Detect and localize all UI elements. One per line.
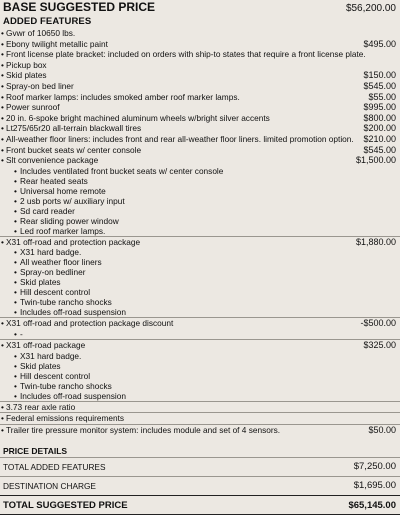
feature-price: $150.00 [363,70,396,81]
bullet-icon: • [1,339,4,350]
feature-item [0,92,400,103]
feature-price: $800.00 [363,112,396,123]
feature-subitem-text: Rear heated seats [20,175,88,186]
bullet-icon: • [1,102,4,113]
feature-subitem [6,247,396,257]
feature-text: Front license plate bracket: included on orders with ship-to states that require a front license plate. [6,49,366,60]
bullet-icon: • [14,307,17,318]
bullet-icon: • [14,225,17,236]
feature-item [0,81,400,92]
feature-item [0,145,400,156]
feature-text: Front bucket seats w/ center console [6,144,142,155]
bullet-icon: • [14,247,17,258]
feature-subitem [6,257,396,267]
total-value: $65,145.00 [348,499,396,511]
feature-text: X31 off-road and protection package discount [6,318,174,329]
feature-item [0,49,400,60]
feature-item [0,113,400,124]
feature-text: 20 in. 6-spoke bright machined aluminum wheels w/bright silver accents [6,112,270,123]
feature-text: Federal emissions requirements [6,413,125,424]
feature-subitem-text: Twin-tube rancho shocks [20,297,112,308]
feature-item [0,134,400,145]
feature-subitem-text: Includes off-road suspension [20,307,126,318]
feature-subitem [6,267,396,277]
bullet-icon: • [1,112,4,123]
feature-subitem [6,329,396,339]
feature-subitem-text: Universal home remote [20,185,106,196]
feature-subitem-text: Skid plates [20,277,61,288]
feature-item [0,123,400,134]
feature-price: $545.00 [363,144,396,155]
feature-text: X31 off-road package [6,339,86,350]
base-price-row [0,0,400,14]
total-label: TOTAL SUGGESTED PRICE [3,499,128,511]
bullet-icon: • [14,215,17,226]
price-detail-row [0,457,400,476]
bullet-icon: • [1,123,4,134]
bullet-icon: • [14,185,17,196]
feature-subitem-text: 2 usb ports w/ auxiliary input [20,195,125,206]
bullet-icon: • [14,277,17,288]
bullet-icon: • [1,401,4,412]
feature-subitem [6,226,396,236]
bullet-icon: • [14,257,17,268]
feature-text: 3.73 rear axle ratio [6,401,76,412]
price-detail-value: $7,250.00 [353,461,396,473]
feature-item [0,317,400,339]
bullet-icon: • [14,165,17,176]
feature-subitem-text: - [20,328,23,339]
bullet-icon: • [1,49,4,60]
bullet-icon: • [1,144,4,155]
bullet-icon: • [1,236,4,247]
feature-subitem-text: Spray-on bedliner [20,267,86,278]
feature-text: Slt convenience package [6,155,99,166]
feature-price: $545.00 [363,80,396,91]
bullet-icon: • [1,318,4,329]
feature-subitem-text: All weather floor liners [20,257,102,268]
feature-price: $200.00 [363,123,396,134]
added-features-header: ADDED FEATURES [3,16,92,27]
feature-subitem [6,371,396,381]
price-detail-label: TOTAL ADDED FEATURES [3,462,106,473]
price-detail-row [0,476,400,495]
feature-text: Gvwr of 10650 lbs. [6,28,76,38]
feature-item [0,401,400,413]
total-suggested-price-row [0,495,400,515]
feature-subitem [6,216,396,226]
price-detail-label: DESTINATION CHARGE [3,481,96,492]
bullet-icon: • [1,133,4,144]
feature-subitem-text: X31 hard badge. [20,247,82,258]
feature-price: $325.00 [363,339,396,350]
bullet-icon: • [14,328,17,339]
feature-subitem-text: X31 hard badge. [20,350,82,361]
feature-subitem-text: Skid plates [20,360,61,371]
features-list [0,28,400,435]
feature-item [0,102,400,113]
bullet-icon: • [14,297,17,308]
bullet-icon: • [1,28,4,38]
feature-sublist [6,166,396,236]
bullet-icon: • [1,80,4,91]
base-price-amount: $56,200.00 [345,3,396,14]
feature-item [0,28,400,39]
feature-text: All-weather floor liners: includes front and rear all-weather floor liners. limited promotion option. [6,133,354,144]
feature-subitem [6,381,396,391]
feature-text: Trailer tire pressure monitor system: includes module and set of 4 sensors. [6,424,281,435]
feature-price: $1,880.00 [355,236,396,247]
feature-subitem [6,196,396,206]
bullet-icon: • [14,287,17,298]
feature-text: Lt275/65r20 all-terrain blackwall tires [6,123,142,134]
feature-item [0,412,400,424]
feature-subitem [6,277,396,287]
feature-price: $1,500.00 [355,155,396,166]
bullet-icon: • [14,360,17,371]
feature-subitem [6,297,396,307]
feature-text: X31 off-road and protection package [6,236,141,247]
feature-subitem [6,186,396,196]
bullet-icon: • [14,175,17,186]
feature-text: Roof marker lamps: includes smoked amber roof marker lamps. [6,91,240,102]
feature-subitem-text: Includes ventilated front bucket seats w/ center console [20,165,224,176]
price-details-header: PRICE DETAILS [3,446,68,457]
bullet-icon: • [14,380,17,391]
feature-sublist [6,351,396,401]
feature-text: Spray-on bed liner [6,80,74,91]
feature-text: Skid plates [6,70,47,81]
price-detail-value: $1,695.00 [353,480,396,492]
feature-price: $210.00 [363,133,396,144]
feature-subitem [6,391,396,401]
bullet-icon: • [1,70,4,81]
feature-price: $55.00 [368,91,396,102]
feature-price: -$500.00 [360,318,396,329]
feature-subitem-text: Twin-tube rancho shocks [20,380,112,391]
feature-item [0,39,400,50]
feature-text: Pickup box [6,59,47,70]
bullet-icon: • [1,155,4,166]
feature-price: $495.00 [363,38,396,49]
base-price-label: BASE SUGGESTED PRICE [3,0,156,14]
feature-item [0,339,400,401]
feature-subitem [6,351,396,361]
bullet-icon: • [1,424,4,435]
feature-subitem [6,307,396,317]
feature-item [0,155,400,236]
feature-subitem [6,206,396,216]
feature-subitem-text: Sd card reader [20,205,75,216]
feature-subitem-text: Includes off-road suspension [20,390,126,401]
feature-subitem-text: Rear sliding power window [20,215,119,226]
bullet-icon: • [14,267,17,278]
feature-subitem-text: Hill descent control [20,287,91,298]
bullet-icon: • [14,390,17,401]
price-details-rows [0,457,400,495]
bullet-icon: • [1,59,4,70]
feature-subitem [6,176,396,186]
feature-subitem [6,361,396,371]
bullet-icon: • [14,195,17,206]
feature-subitem-text: Hill descent control [20,370,91,381]
feature-text: Power sunroof [6,102,60,113]
feature-sublist [6,329,396,339]
feature-item [0,60,400,71]
bullet-icon: • [14,370,17,381]
bullet-icon: • [1,91,4,102]
feature-subitem [6,166,396,176]
bullet-icon: • [14,350,17,361]
feature-item [0,70,400,81]
bullet-icon: • [14,205,17,216]
feature-sublist [6,247,396,317]
feature-price: $50.00 [368,424,396,435]
feature-item [0,424,400,436]
bullet-icon: • [1,38,4,49]
feature-subitem-text: Led roof marker lamps. [20,225,106,236]
feature-price: $995.00 [363,102,396,113]
feature-item [0,236,400,318]
feature-text: Ebony twilight metallic paint [6,38,108,49]
bullet-icon: • [1,413,4,424]
feature-subitem [6,287,396,297]
